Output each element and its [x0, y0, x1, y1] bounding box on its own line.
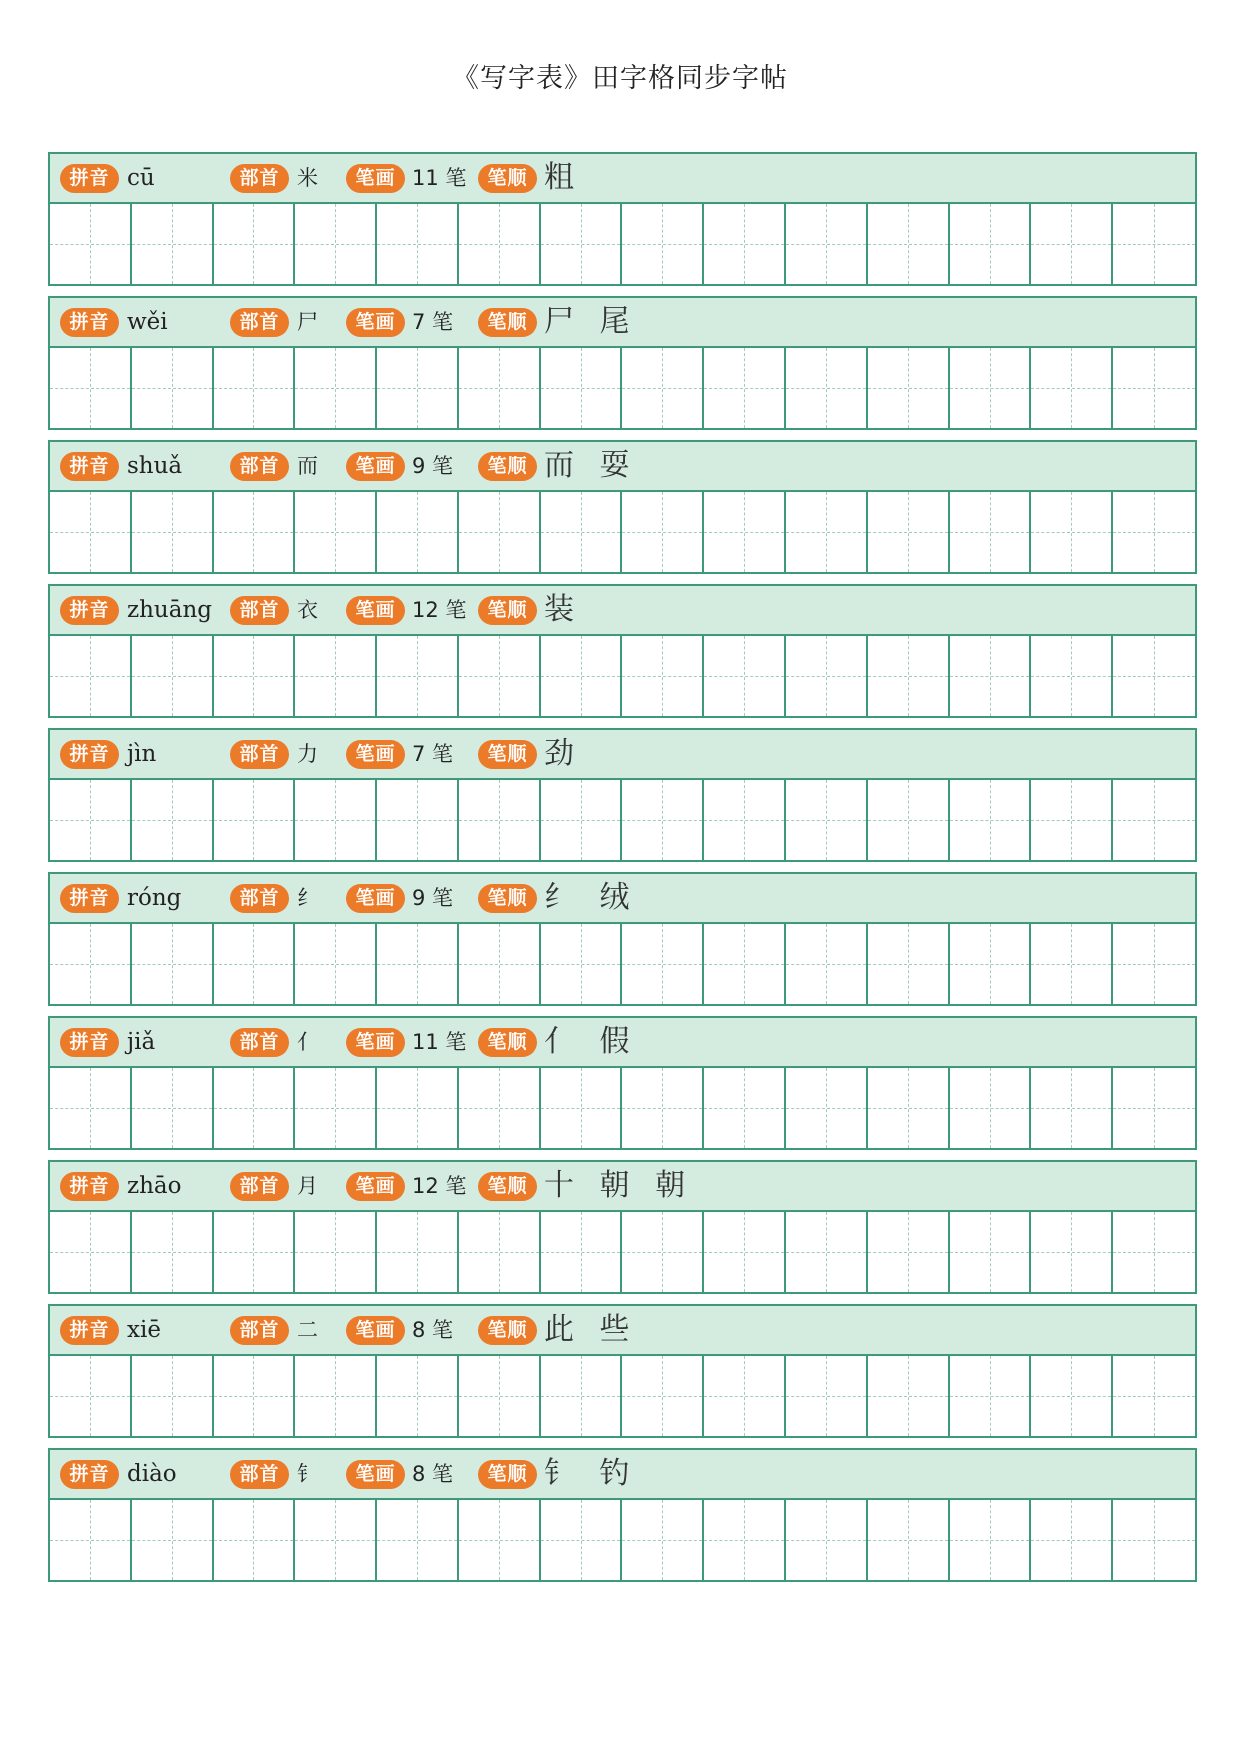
practice-cell[interactable] [541, 780, 623, 860]
practice-cell[interactable] [704, 1068, 786, 1148]
character-entry [48, 1304, 1197, 1438]
strokes-label: 笔画 [346, 1460, 405, 1489]
radical-value: 尸 [297, 310, 318, 334]
strokes-value: 12 笔 [412, 598, 467, 622]
character-entry [48, 1160, 1197, 1294]
practice-cell[interactable] [950, 204, 1032, 284]
practice-cell[interactable] [704, 924, 786, 1004]
practice-cell[interactable] [950, 924, 1032, 1004]
practice-cell[interactable] [214, 204, 296, 284]
practice-cell[interactable] [132, 636, 214, 716]
practice-cell[interactable] [132, 1356, 214, 1436]
practice-cell[interactable] [459, 924, 541, 1004]
practice-cell[interactable] [214, 1356, 296, 1436]
practice-cell[interactable] [377, 1500, 459, 1580]
strokes-value: 9 笔 [412, 886, 454, 910]
practice-cell[interactable] [132, 204, 214, 284]
practice-cell[interactable] [704, 492, 786, 572]
practice-cell[interactable] [704, 1356, 786, 1436]
practice-grid [50, 636, 1195, 716]
practice-cell[interactable] [132, 1212, 214, 1292]
practice-cell[interactable] [868, 1212, 950, 1292]
radical-value: 二 [297, 1318, 318, 1342]
stroke-order-value: 纟 绒 [544, 880, 638, 915]
order-label: 笔顺 [478, 740, 537, 769]
character-entry [48, 296, 1197, 430]
pinyin-label: 拼音 [60, 1172, 119, 1201]
pinyin-value: cū [127, 165, 155, 191]
practice-cell[interactable] [295, 1356, 377, 1436]
strokes-value: 7 笔 [412, 310, 454, 334]
pinyin-label: 拼音 [60, 308, 119, 337]
entry-info-bar [50, 154, 1195, 204]
practice-cell[interactable] [214, 780, 296, 860]
practice-cell[interactable] [868, 1068, 950, 1148]
practice-cell[interactable] [295, 1068, 377, 1148]
character-entry [48, 728, 1197, 862]
practice-cell[interactable] [868, 1356, 950, 1436]
practice-cell[interactable] [50, 1500, 132, 1580]
practice-cell[interactable] [950, 1356, 1032, 1436]
practice-cell[interactable] [377, 204, 459, 284]
practice-cell[interactable] [786, 348, 868, 428]
stroke-order-value: 尸 尾 [544, 304, 638, 339]
order-label: 笔顺 [478, 1316, 537, 1345]
practice-cell[interactable] [132, 1068, 214, 1148]
practice-cell[interactable] [868, 348, 950, 428]
practice-cell[interactable] [622, 636, 704, 716]
strokes-label: 笔画 [346, 164, 405, 193]
practice-cell[interactable] [704, 348, 786, 428]
practice-cell[interactable] [786, 1500, 868, 1580]
practice-cell[interactable] [459, 1068, 541, 1148]
practice-grid [50, 1356, 1195, 1436]
practice-cell[interactable] [377, 348, 459, 428]
practice-cell[interactable] [50, 348, 132, 428]
practice-cell[interactable] [214, 924, 296, 1004]
practice-cell[interactable] [541, 1356, 623, 1436]
radical-value: 衣 [297, 598, 318, 622]
practice-cell[interactable] [132, 924, 214, 1004]
practice-cell[interactable] [541, 924, 623, 1004]
practice-grid [50, 204, 1195, 284]
practice-cell[interactable] [1031, 348, 1113, 428]
radical-label: 部首 [230, 1172, 289, 1201]
practice-cell[interactable] [786, 1356, 868, 1436]
strokes-label: 笔画 [346, 596, 405, 625]
practice-cell[interactable] [622, 348, 704, 428]
practice-cell[interactable] [704, 1500, 786, 1580]
practice-cell[interactable] [704, 1212, 786, 1292]
practice-cell[interactable] [868, 924, 950, 1004]
practice-cell[interactable] [1031, 780, 1113, 860]
practice-cell[interactable] [295, 348, 377, 428]
pinyin-label: 拼音 [60, 1028, 119, 1057]
practice-cell[interactable] [950, 780, 1032, 860]
practice-cell[interactable] [622, 1500, 704, 1580]
radical-value: 纟 [297, 886, 318, 910]
strokes-label: 笔画 [346, 1172, 405, 1201]
stroke-order-value: 而 耍 [544, 448, 638, 483]
practice-cell[interactable] [622, 204, 704, 284]
order-label: 笔顺 [478, 308, 537, 337]
practice-cell[interactable] [541, 492, 623, 572]
practice-cell[interactable] [459, 492, 541, 572]
practice-cell[interactable] [704, 204, 786, 284]
practice-cell[interactable] [295, 492, 377, 572]
order-label: 笔顺 [478, 452, 537, 481]
practice-cell[interactable] [1031, 204, 1113, 284]
practice-cell[interactable] [459, 1500, 541, 1580]
pinyin-value: jiǎ [127, 1029, 156, 1055]
radical-label: 部首 [230, 308, 289, 337]
practice-cell[interactable] [541, 348, 623, 428]
practice-cell[interactable] [786, 636, 868, 716]
pinyin-value: wěi [127, 309, 168, 335]
entry-info-bar [50, 730, 1195, 780]
stroke-order-value: 粗 [544, 160, 582, 195]
practice-cell[interactable] [377, 924, 459, 1004]
order-label: 笔顺 [478, 164, 537, 193]
strokes-label: 笔画 [346, 740, 405, 769]
pinyin-label: 拼音 [60, 596, 119, 625]
pinyin-label: 拼音 [60, 452, 119, 481]
practice-cell[interactable] [1113, 1068, 1195, 1148]
practice-grid [50, 1500, 1195, 1580]
practice-cell[interactable] [541, 636, 623, 716]
practice-cell[interactable] [950, 1212, 1032, 1292]
radical-value: 米 [297, 166, 318, 190]
page-title: 《写字表》田字格同步字帖 [452, 63, 788, 94]
practice-cell[interactable] [50, 1068, 132, 1148]
practice-cell[interactable] [786, 1212, 868, 1292]
pinyin-label: 拼音 [60, 740, 119, 769]
strokes-label: 笔画 [346, 1028, 405, 1057]
practice-cell[interactable] [786, 1068, 868, 1148]
practice-cell[interactable] [868, 1500, 950, 1580]
radical-label: 部首 [230, 1460, 289, 1489]
strokes-value: 9 笔 [412, 454, 454, 478]
practice-cell[interactable] [1031, 1500, 1113, 1580]
practice-cell[interactable] [950, 1500, 1032, 1580]
practice-cell[interactable] [622, 1212, 704, 1292]
practice-cell[interactable] [1113, 636, 1195, 716]
entry-info-bar [50, 1018, 1195, 1068]
pinyin-label: 拼音 [60, 1460, 119, 1489]
radical-value: 亻 [297, 1030, 318, 1054]
practice-cell[interactable] [786, 924, 868, 1004]
pinyin-value: diào [127, 1461, 177, 1487]
practice-cell[interactable] [459, 636, 541, 716]
strokes-value: 12 笔 [412, 1174, 467, 1198]
practice-cell[interactable] [377, 780, 459, 860]
practice-cell[interactable] [1113, 924, 1195, 1004]
practice-cell[interactable] [950, 492, 1032, 572]
strokes-value: 8 笔 [412, 1318, 454, 1342]
radical-value: 力 [297, 742, 318, 766]
practice-cell[interactable] [50, 204, 132, 284]
practice-cell[interactable] [1113, 780, 1195, 860]
practice-cell[interactable] [50, 1212, 132, 1292]
practice-cell[interactable] [1031, 924, 1113, 1004]
stroke-order-value: 此 些 [544, 1312, 638, 1347]
radical-label: 部首 [230, 740, 289, 769]
practice-cell[interactable] [622, 780, 704, 860]
practice-cell[interactable] [1113, 1356, 1195, 1436]
practice-cell[interactable] [377, 636, 459, 716]
practice-cell[interactable] [1113, 348, 1195, 428]
practice-cell[interactable] [214, 1212, 296, 1292]
practice-cell[interactable] [377, 492, 459, 572]
practice-cell[interactable] [541, 204, 623, 284]
pinyin-value: xiē [127, 1317, 161, 1343]
practice-cell[interactable] [622, 1356, 704, 1436]
practice-cell[interactable] [541, 1068, 623, 1148]
practice-grid [50, 492, 1195, 572]
practice-cell[interactable] [50, 924, 132, 1004]
practice-cell[interactable] [295, 780, 377, 860]
order-label: 笔顺 [478, 1028, 537, 1057]
practice-cell[interactable] [459, 348, 541, 428]
radical-label: 部首 [230, 1028, 289, 1057]
practice-cell[interactable] [541, 1500, 623, 1580]
strokes-label: 笔画 [346, 452, 405, 481]
practice-cell[interactable] [704, 780, 786, 860]
practice-cell[interactable] [50, 636, 132, 716]
practice-cell[interactable] [214, 636, 296, 716]
character-entry [48, 1448, 1197, 1582]
practice-cell[interactable] [214, 1500, 296, 1580]
radical-label: 部首 [230, 452, 289, 481]
practice-cell[interactable] [377, 1212, 459, 1292]
practice-cell[interactable] [950, 1068, 1032, 1148]
pinyin-label: 拼音 [60, 164, 119, 193]
pinyin-value: róng [127, 885, 182, 911]
practice-grid [50, 780, 1195, 860]
practice-grid [50, 348, 1195, 428]
practice-cell[interactable] [950, 636, 1032, 716]
stroke-order-value: 劲 [544, 736, 582, 771]
practice-cell[interactable] [622, 1068, 704, 1148]
practice-cell[interactable] [868, 636, 950, 716]
pinyin-value: zhuāng [127, 597, 212, 623]
practice-cell[interactable] [786, 204, 868, 284]
practice-cell[interactable] [50, 492, 132, 572]
pinyin-label: 拼音 [60, 1316, 119, 1345]
strokes-value: 11 笔 [412, 1030, 467, 1054]
pinyin-label: 拼音 [60, 884, 119, 913]
practice-cell[interactable] [214, 1068, 296, 1148]
stroke-order-value: 十 朝 朝 [544, 1168, 694, 1203]
practice-cell[interactable] [1113, 1500, 1195, 1580]
character-entry [48, 152, 1197, 286]
entry-info-bar [50, 442, 1195, 492]
radical-value: 钅 [297, 1462, 318, 1486]
order-label: 笔顺 [478, 596, 537, 625]
strokes-label: 笔画 [346, 308, 405, 337]
practice-cell[interactable] [1031, 492, 1113, 572]
radical-label: 部首 [230, 1316, 289, 1345]
character-entry [48, 440, 1197, 574]
practice-cell[interactable] [295, 636, 377, 716]
stroke-order-value: 亻 假 [544, 1024, 638, 1059]
practice-cell[interactable] [214, 492, 296, 572]
practice-cell[interactable] [950, 348, 1032, 428]
practice-cell[interactable] [295, 1212, 377, 1292]
practice-grid [50, 1212, 1195, 1292]
practice-cell[interactable] [1031, 1212, 1113, 1292]
practice-cell[interactable] [868, 204, 950, 284]
strokes-value: 7 笔 [412, 742, 454, 766]
practice-cell[interactable] [132, 348, 214, 428]
pinyin-value: jìn [127, 741, 157, 767]
practice-cell[interactable] [1031, 1068, 1113, 1148]
practice-grid [50, 1068, 1195, 1148]
character-entry [48, 1016, 1197, 1150]
practice-cell[interactable] [1113, 492, 1195, 572]
entry-info-bar [50, 1162, 1195, 1212]
practice-cell[interactable] [868, 780, 950, 860]
practice-cell[interactable] [295, 204, 377, 284]
practice-cell[interactable] [50, 1356, 132, 1436]
practice-cell[interactable] [1031, 1356, 1113, 1436]
practice-cell[interactable] [868, 492, 950, 572]
practice-cell[interactable] [622, 924, 704, 1004]
practice-cell[interactable] [459, 1356, 541, 1436]
strokes-value: 8 笔 [412, 1462, 454, 1486]
practice-cell[interactable] [459, 780, 541, 860]
practice-cell[interactable] [459, 1212, 541, 1292]
practice-cell[interactable] [786, 492, 868, 572]
radical-label: 部首 [230, 596, 289, 625]
entry-info-bar [50, 874, 1195, 924]
order-label: 笔顺 [478, 1460, 537, 1489]
practice-cell[interactable] [1113, 1212, 1195, 1292]
practice-cell[interactable] [1113, 204, 1195, 284]
practice-cell[interactable] [295, 1500, 377, 1580]
practice-cell[interactable] [1031, 636, 1113, 716]
practice-cell[interactable] [132, 1500, 214, 1580]
practice-cell[interactable] [214, 348, 296, 428]
practice-cell[interactable] [295, 924, 377, 1004]
entry-info-bar [50, 586, 1195, 636]
entry-info-bar [50, 1450, 1195, 1500]
stroke-order-value: 钅 钓 [544, 1456, 638, 1491]
practice-cell[interactable] [377, 1356, 459, 1436]
radical-value: 月 [297, 1174, 318, 1198]
strokes-value: 11 笔 [412, 166, 467, 190]
character-entry [48, 872, 1197, 1006]
radical-value: 而 [297, 454, 318, 478]
practice-cell[interactable] [50, 780, 132, 860]
entry-info-bar [50, 1306, 1195, 1356]
practice-cell[interactable] [459, 204, 541, 284]
practice-cell[interactable] [541, 1212, 623, 1292]
character-entry [48, 584, 1197, 718]
practice-cell[interactable] [132, 780, 214, 860]
practice-cell[interactable] [704, 636, 786, 716]
stroke-order-value: 装 [544, 592, 582, 627]
pinyin-value: shuǎ [127, 453, 183, 479]
strokes-label: 笔画 [346, 884, 405, 913]
pinyin-value: zhāo [127, 1173, 182, 1199]
order-label: 笔顺 [478, 884, 537, 913]
practice-cell[interactable] [377, 1068, 459, 1148]
entry-info-bar [50, 298, 1195, 348]
strokes-label: 笔画 [346, 1316, 405, 1345]
radical-label: 部首 [230, 884, 289, 913]
practice-grid [50, 924, 1195, 1004]
order-label: 笔顺 [478, 1172, 537, 1201]
practice-cell[interactable] [132, 492, 214, 572]
practice-cell[interactable] [786, 780, 868, 860]
practice-cell[interactable] [622, 492, 704, 572]
radical-label: 部首 [230, 164, 289, 193]
